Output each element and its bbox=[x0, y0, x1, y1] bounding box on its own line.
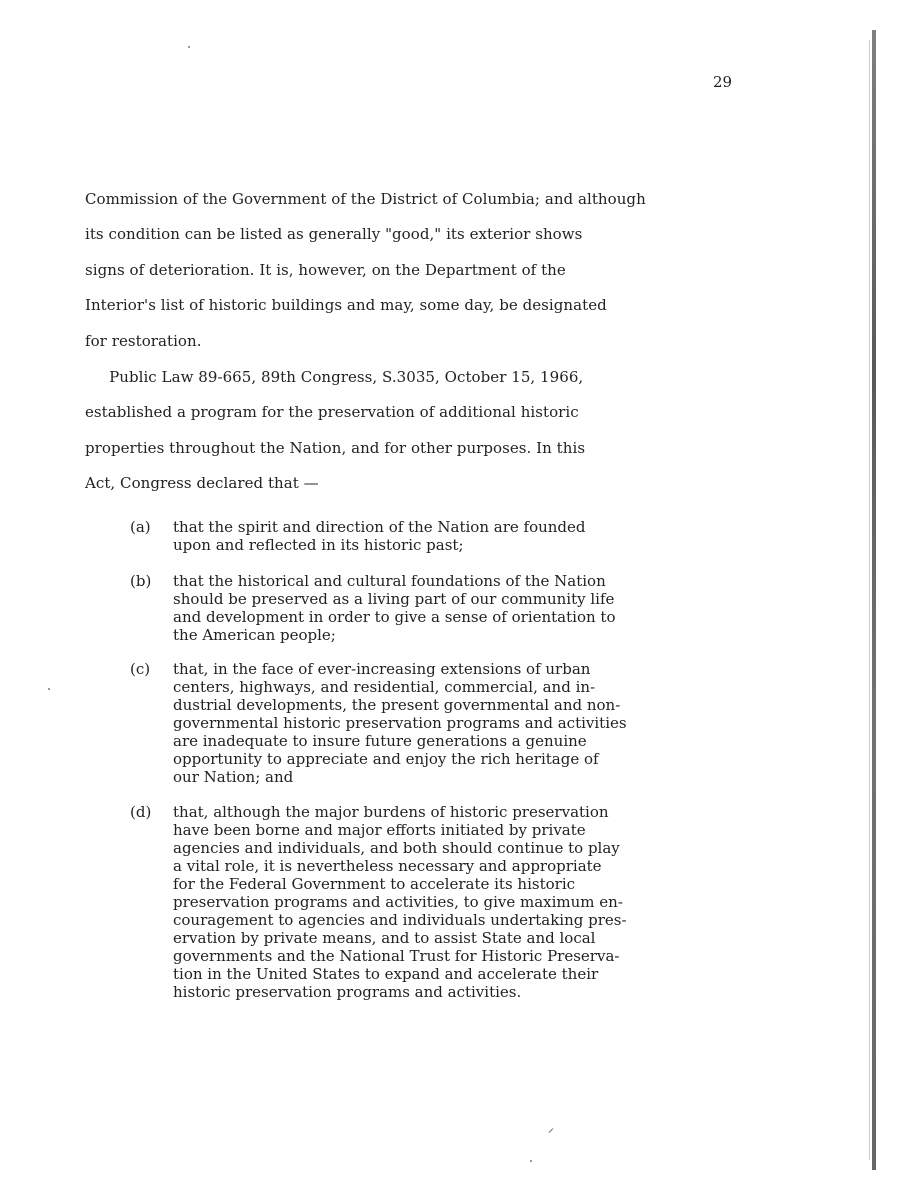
page-number: 29 bbox=[713, 73, 733, 91]
scan-speck bbox=[549, 1128, 554, 1133]
list-item-line: that, although the major burdens of historic preservation bbox=[173, 803, 609, 821]
list-item-line: opportunity to appreciate and enjoy the rich heritage of bbox=[173, 750, 599, 768]
scan-edge-shadow bbox=[872, 30, 876, 1170]
list-item-label: (b) bbox=[130, 572, 152, 590]
list-item-line: governmental historic preservation programs and activities bbox=[173, 714, 627, 732]
list-item-line: historic preservation programs and activities. bbox=[173, 983, 522, 1001]
list-item-line: dustrial developments, the present governmental and non- bbox=[173, 696, 621, 714]
paragraph-line: Act, Congress declared that — bbox=[85, 474, 319, 492]
paragraph-line: for restoration. bbox=[85, 332, 202, 350]
list-item-line: ervation by private means, and to assist State and local bbox=[173, 929, 596, 947]
paragraph-line: Interior's list of historic buildings and may, some day, be designated bbox=[85, 296, 607, 314]
list-item-line: couragement to agencies and individuals undertaking pres- bbox=[173, 911, 627, 929]
list-item-label: (d) bbox=[130, 803, 152, 821]
list-item-line: tion in the United States to expand and accelerate their bbox=[173, 965, 599, 983]
list-item-line: that the spirit and direction of the Nation are founded bbox=[173, 518, 586, 536]
paragraph-line: Commission of the Government of the District of Columbia; and although bbox=[85, 190, 646, 208]
paragraph-line: properties throughout the Nation, and for other purposes. In this bbox=[85, 439, 586, 457]
scan-edge-line bbox=[869, 40, 870, 1160]
list-item-line: centers, highways, and residential, commercial, and in- bbox=[173, 678, 596, 696]
list-item-line: upon and reflected in its historic past; bbox=[173, 536, 464, 554]
list-item-line: a vital role, it is nevertheless necessary and appropriate bbox=[173, 857, 602, 875]
scan-speck bbox=[530, 1160, 532, 1162]
scan-speck bbox=[188, 46, 190, 48]
paragraph-line: established a program for the preservation of additional historic bbox=[85, 403, 579, 421]
list-item-line: have been borne and major efforts initiated by private bbox=[173, 821, 586, 839]
paragraph-line: its condition can be listed as generally "good," its exterior shows bbox=[85, 225, 583, 243]
list-item-line: and development in order to give a sense of orientation to bbox=[173, 608, 616, 626]
list-item-label: (a) bbox=[130, 518, 151, 536]
list-item-line: preservation programs and activities, to give maximum en- bbox=[173, 893, 623, 911]
list-item-line: are inadequate to insure future generations a genuine bbox=[173, 732, 587, 750]
scan-speck bbox=[48, 688, 50, 690]
list-item-line: the American people; bbox=[173, 626, 336, 644]
list-item-label: (c) bbox=[130, 660, 151, 678]
list-item-line: that, in the face of ever-increasing extensions of urban bbox=[173, 660, 591, 678]
list-item-line: our Nation; and bbox=[173, 768, 294, 786]
paragraph-line: Public Law 89-665, 89th Congress, S.3035, October 15, 1966, bbox=[85, 368, 584, 386]
list-item-line: that the historical and cultural foundations of the Nation bbox=[173, 572, 606, 590]
list-item-line: should be preserved as a living part of our community life bbox=[173, 590, 615, 608]
list-item-line: governments and the National Trust for Historic Preserva- bbox=[173, 947, 620, 965]
list-item-line: for the Federal Government to accelerate its historic bbox=[173, 875, 576, 893]
paragraph-line: signs of deterioration. It is, however, on the Department of the bbox=[85, 261, 566, 279]
list-item-line: agencies and individuals, and both should continue to play bbox=[173, 839, 620, 857]
